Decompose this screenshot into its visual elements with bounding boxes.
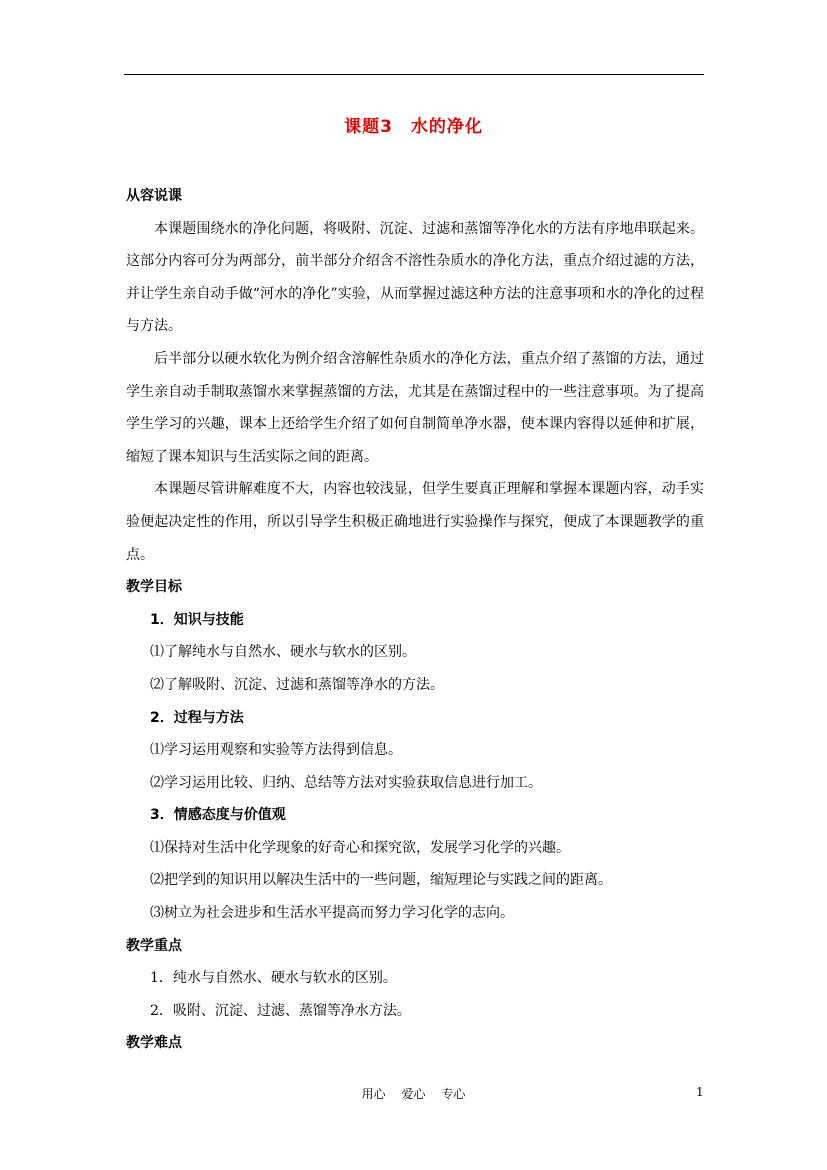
keypoint-item: 1．纯水与自然水、硬水与软水的区别。 [150, 970, 397, 987]
goal-item: ⑵了解吸附、沉淀、过滤和蒸馏等净水的方法。 [150, 676, 444, 693]
keypoint-item: 2．吸附、沉淀、过滤、蒸馏等净水方法。 [150, 1002, 411, 1019]
goal-group-title-attitude: 3．情感态度与价值观 [150, 807, 286, 824]
page-number: 1 [696, 1085, 704, 1099]
goal-group-title-process: 2．过程与方法 [150, 709, 244, 726]
goal-item: ⑴学习运用观察和实验等方法得到信息。 [150, 742, 402, 759]
footer-motto: 专心 [441, 1087, 466, 1101]
section-heading-keypoints: 教学重点 [126, 937, 182, 954]
header-rule [124, 74, 704, 75]
goal-item: ⑶树立为社会进步和生活水平提高而努力学习化学的志向。 [150, 905, 514, 922]
section-heading-intro: 从容说课 [126, 188, 182, 204]
document-body [126, 180, 704, 1060]
goal-item: ⑵学习运用比较、归纳、总结等方法对实验获取信息进行加工。 [150, 774, 542, 791]
goal-item: ⑴了解纯水与自然水、硬水与软水的区别。 [150, 644, 416, 661]
goal-item: ⑵把学到的知识用以解决生活中的一些问题，缩短理论与实践之间的距离。 [150, 872, 612, 889]
footer-motto: 用心 [361, 1087, 386, 1101]
goal-item: ⑴保持对生活中化学现象的好奇心和探究欲，发展学习化学的兴趣。 [150, 839, 570, 856]
intro-paragraph-1: 本课题围绕水的净化问题，将吸附、沉淀、过滤和蒸馏等净化水的方法有序地串联起来。这部分内容可分为两部分，前半部分介绍含不溶性杂质水的净化方法，重点介绍过滤的方法，并让学生亲自动手做“河水的净化”实验，从而掌握过滤这种方法的注意事项和水的净化的过程与方法。 [126, 220, 704, 335]
intro-paragraph-3: 本课题尽管讲解难度不大，内容也较浅显，但学生要真正理解和掌握本课题内容，动手实验便起决定性的作用，所以引导学生积极正确地进行实验操作与探究，便成了本课题教学的重点。 [126, 481, 704, 563]
intro-paragraph-2: 后半部分以硬水软化为例介绍含溶解性杂质水的净化方法，重点介绍了蒸馏的方法，通过学生亲自动手制取蒸馏水来掌握蒸馏的方法，尤其是在蒸馏过程中的一些注意事项。为了提高学生学习的兴趣，课本上还给学生介绍了如何自制简单净水器，使本课内容得以延伸和扩展，缩短了课本知识与生活实际之间的距离。 [126, 350, 704, 465]
goal-group-title-knowledge: 1．知识与技能 [150, 611, 244, 628]
footer-motto: 爱心 [401, 1087, 426, 1101]
page-title: 课题3 水的净化 [344, 117, 483, 137]
section-heading-difficulties: 教学难点 [126, 1035, 182, 1052]
section-heading-goals: 教学目标 [126, 579, 182, 596]
